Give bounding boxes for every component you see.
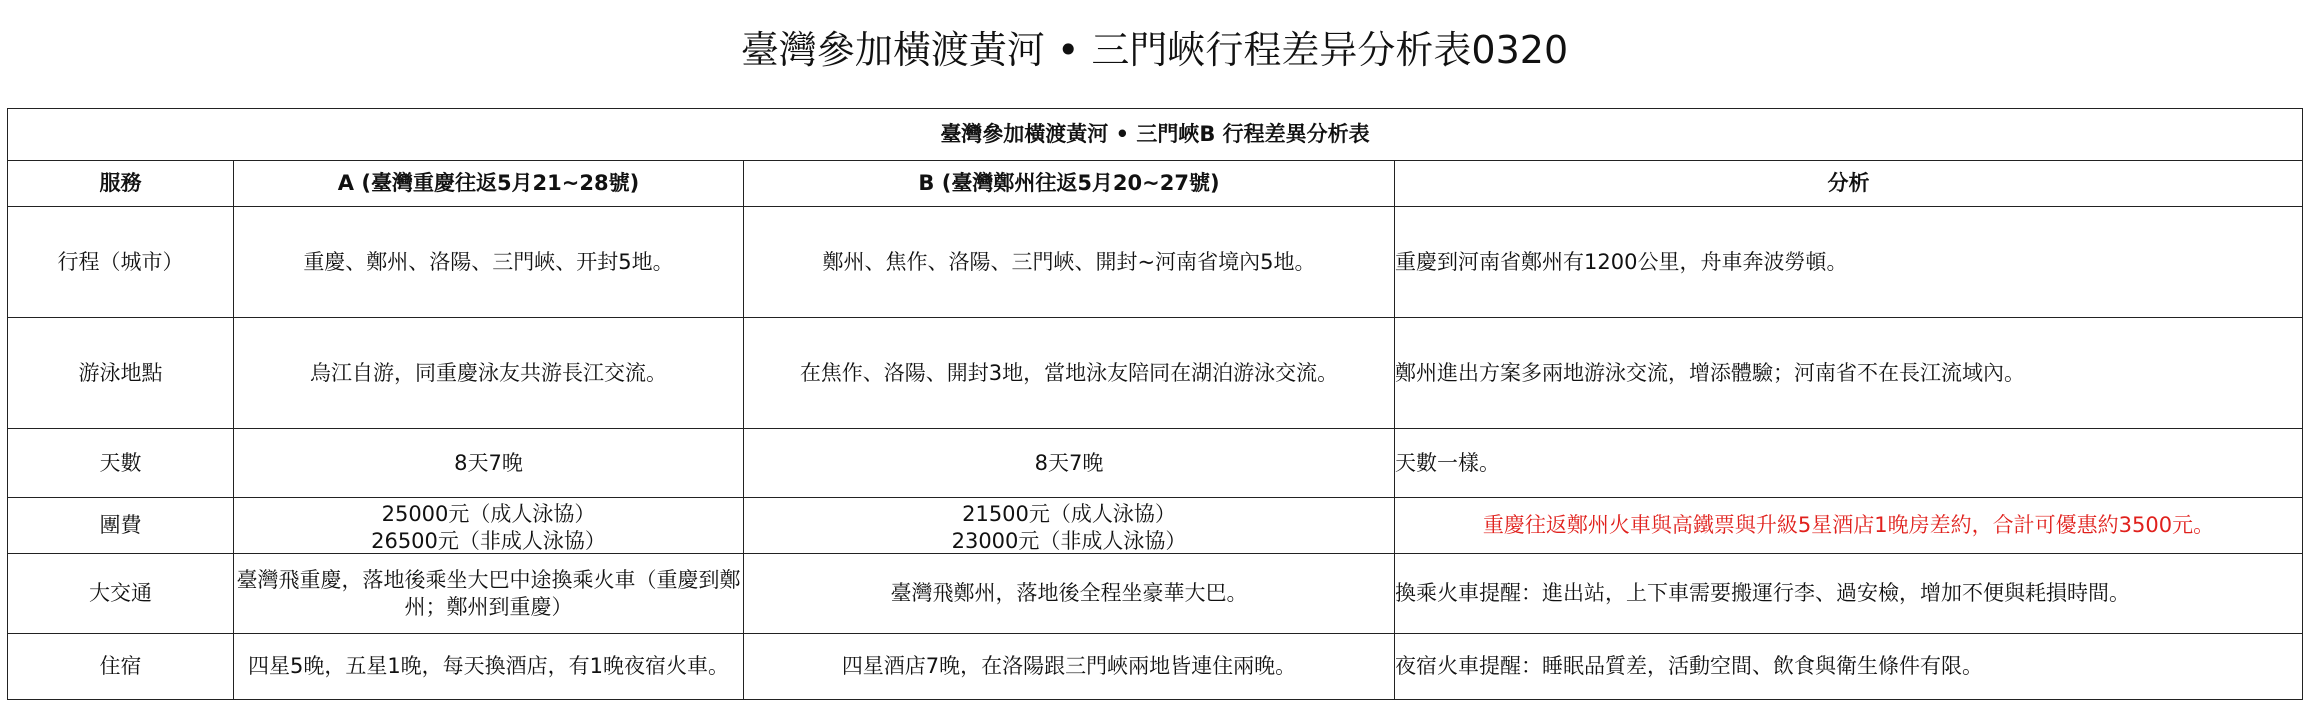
row-analysis: 換乘火車提醒：進出站，上下車需要搬運行李、過安檢，增加不便與耗損時間。 <box>1395 554 2303 634</box>
row-analysis-highlight: 重慶往返鄭州火車與高鐵票與升級5星酒店1晚房差約，合計可優惠約3500元。 <box>1395 498 2303 554</box>
table-caption-row <box>8 109 2303 161</box>
row-plan-a: 四星5晚，五星1晚，每天換酒店，有1晚夜宿火車。 <box>234 634 744 700</box>
row-plan-b: 在焦作、洛陽、開封3地，當地泳友陪同在湖泊游泳交流。 <box>744 318 1395 429</box>
header-service: 服務 <box>8 161 234 207</box>
comparison-table <box>7 108 2303 700</box>
row-plan-b: 臺灣飛鄭州，落地後全程坐豪華大巴。 <box>744 554 1395 634</box>
row-plan-b <box>744 498 1395 554</box>
row-service: 天數 <box>8 429 234 498</box>
row-analysis: 夜宿火車提醒：睡眠品質差，活動空間、飲食與衛生條件有限。 <box>1395 634 2303 700</box>
table-row <box>8 498 2303 554</box>
row-service: 大交通 <box>8 554 234 634</box>
row-service: 游泳地點 <box>8 318 234 429</box>
row-plan-a: 臺灣飛重慶，落地後乘坐大巴中途換乘火車（重慶到鄭州；鄭州到重慶） <box>234 554 744 634</box>
row-service: 團費 <box>8 498 234 554</box>
row-plan-a: 8天7晚 <box>234 429 744 498</box>
table-row <box>8 318 2303 429</box>
header-plan-b: B (臺灣鄭州往返5月20~27號) <box>744 161 1395 207</box>
fee-non-member-b: 23000元（非成人泳協） <box>951 529 1187 553</box>
row-analysis: 重慶到河南省鄭州有1200公里，舟車奔波勞頓。 <box>1395 207 2303 318</box>
header-analysis: 分析 <box>1395 161 2303 207</box>
header-plan-a: A (臺灣重慶往返5月21~28號) <box>234 161 744 207</box>
table-header-row <box>8 161 2303 207</box>
row-analysis: 鄭州進出方案多兩地游泳交流，增添體驗；河南省不在長江流域內。 <box>1395 318 2303 429</box>
row-plan-b: 8天7晚 <box>744 429 1395 498</box>
table-row <box>8 554 2303 634</box>
row-analysis: 天數一樣。 <box>1395 429 2303 498</box>
fee-adult-b: 21500元（成人泳協） <box>962 502 1176 526</box>
row-plan-a <box>234 498 744 554</box>
table-row <box>8 429 2303 498</box>
row-plan-b: 四星酒店7晚，在洛陽跟三門峽兩地皆連住兩晚。 <box>744 634 1395 700</box>
fee-adult-a: 25000元（成人泳協） <box>381 502 596 526</box>
row-plan-a: 重慶、鄭州、洛陽、三門峽、开封5地。 <box>234 207 744 318</box>
fee-non-member-a: 26500元（非成人泳協） <box>371 529 606 553</box>
document-title: 臺灣參加橫渡黃河 • 三門峽行程差异分析表0320 <box>740 28 1569 72</box>
table-row <box>8 634 2303 700</box>
table-caption: 臺灣參加橫渡黃河 • 三門峽B 行程差異分析表 <box>8 109 2303 161</box>
row-service: 住宿 <box>8 634 234 700</box>
row-service: 行程（城市） <box>8 207 234 318</box>
table-row <box>8 207 2303 318</box>
row-plan-a: 烏江自游，同重慶泳友共游長江交流。 <box>234 318 744 429</box>
row-plan-b: 鄭州、焦作、洛陽、三門峽、開封~河南省境內5地。 <box>744 207 1395 318</box>
